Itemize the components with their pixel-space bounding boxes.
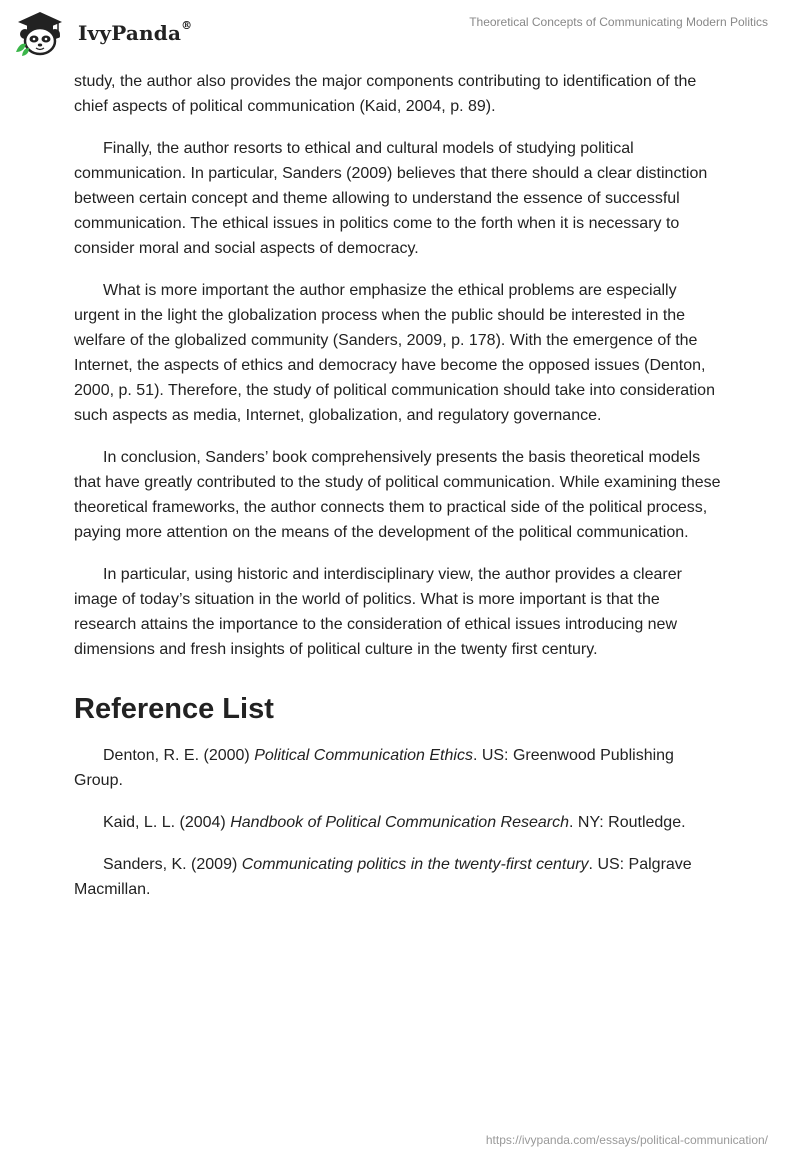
reference-title: Handbook of Political Communication Research [230,814,570,831]
paragraph: Finally, the author resorts to ethical and cultural models of studying political communication. In particular, Sanders (2009) believes that there should a clear distinction between certain concept and theme allowing to understand the essence of successful communication. The ethical issues in politics come to the forth when it is necessary to consider moral and social aspects of democracy. [74,140,708,257]
reference-item [74,852,726,902]
essay-content [74,69,726,919]
reference-item [74,810,726,835]
reference-title: Communicating politics in the twenty-first century [241,856,589,873]
paragraph: In particular, using historic and interdisciplinary view, the author provides a clearer image of today’s situation in the world of politics. What is more important is that the research attains the importance to the consideration of ethical issues introducing new dimensions and fresh insights of political culture in the twenty first century. [74,566,682,658]
paragraph: study, the author also provides the major components contributing to identification of the chief aspects of political communication (Kaid, 2004, p. 89). [74,73,697,115]
reference-author: Sanders, K. (2009) [103,856,242,873]
source-url-link[interactable]: https://ivypanda.com/essays/political-communication/ [485,1133,768,1147]
paragraph: In conclusion, Sanders’ book comprehensively presents the basis theoretical models that have greatly contributed to the study of political communication. While examining these theoretical frameworks, the author connects them to practical side of the political process, paying more attention on the means of the development of the political communication. [74,449,721,541]
reference-publisher: . US: Greenwood Publishing Group. [74,747,674,789]
registered-mark: ® [181,19,193,32]
reference-list-heading: Reference List [74,693,274,725]
reference-author: Kaid, L. L. (2004) [103,814,231,831]
document-title: Theoretical Concepts of Communicating Modern Politics [469,15,768,29]
panda-graduate-icon [14,8,70,58]
reference-item [74,743,726,793]
paragraph: What is more important the author emphasize the ethical problems are especially urgent in the light the globalization process when the public should be interested in the welfare of the globalized community (Sanders, 2009, p. 178). With the emergence of the Internet, the aspects of ethics and democracy have become the opposed issues (Denton, 2000, p. 51). Therefore, the study of political communication should take into consideration such aspects as media, Internet, globalization, and regulatory governance. [74,282,715,424]
page-header [0,0,800,70]
reference-publisher: . US: Palgrave Macmillan. [74,856,692,898]
reference-title: Political Communication Ethics [254,747,473,764]
brand-name: IvyPanda® [78,19,193,45]
reference-author: Denton, R. E. (2000) [103,747,255,764]
reference-publisher: . NY: Routledge. [569,814,686,831]
ivypanda-logo[interactable] [14,8,194,60]
